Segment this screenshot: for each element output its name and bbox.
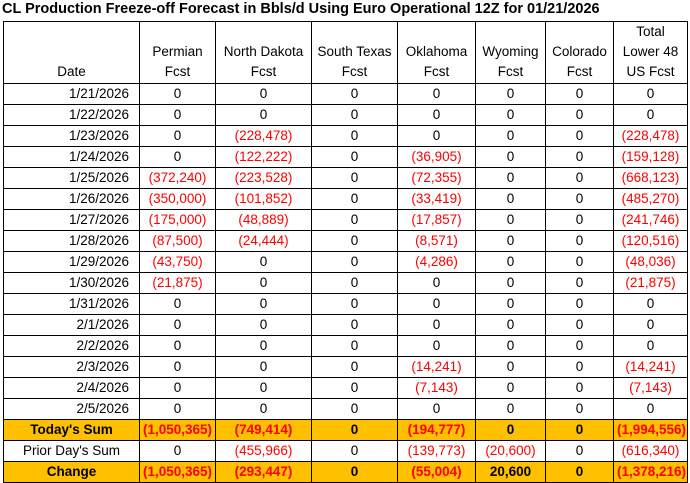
- table-row: [4, 378, 688, 399]
- value-cell-oklahoma: 0: [398, 294, 476, 315]
- value-cell-colorado: 0: [546, 252, 614, 273]
- value-cell-north-dakota: 0: [216, 105, 312, 126]
- value-cell-total-lower-48: (14,241): [614, 357, 688, 378]
- column-header-line: [479, 22, 542, 42]
- value-cell-north-dakota: (122,222): [216, 147, 312, 168]
- value-cell-south-texas: 0: [312, 189, 398, 210]
- value-cell-permian: 0: [140, 357, 216, 378]
- value-cell-colorado: 0: [546, 294, 614, 315]
- table-row: [4, 189, 688, 210]
- column-header-line: [7, 42, 136, 62]
- summary-value-permian: (1,050,365): [140, 420, 216, 441]
- column-header-line: Fcst: [341, 64, 368, 79]
- column-header-line: [219, 22, 308, 42]
- column-header-line: North Dakota: [223, 44, 304, 59]
- value-cell-south-texas: 0: [312, 126, 398, 147]
- column-header-oklahoma: [398, 22, 476, 84]
- value-cell-total-lower-48: 0: [614, 399, 688, 420]
- summary-label: Today's Sum: [4, 420, 140, 441]
- column-header-colorado: [546, 22, 614, 84]
- table-row: [4, 147, 688, 168]
- table-row: [4, 231, 688, 252]
- summary-row: [4, 462, 688, 483]
- value-cell-north-dakota: (24,444): [216, 231, 312, 252]
- column-header-line: Permian: [152, 44, 203, 59]
- value-cell-total-lower-48: 0: [614, 84, 688, 105]
- value-cell-wyoming: 0: [476, 252, 546, 273]
- value-cell-south-texas: 0: [312, 315, 398, 336]
- summary-value-oklahoma: (55,004): [398, 462, 476, 483]
- date-cell: 1/29/2026: [4, 252, 140, 273]
- value-cell-total-lower-48: (7,143): [614, 378, 688, 399]
- value-cell-total-lower-48: (485,270): [614, 189, 688, 210]
- table-row: [4, 252, 688, 273]
- value-cell-south-texas: 0: [312, 273, 398, 294]
- value-cell-north-dakota: 0: [216, 336, 312, 357]
- column-header-line: [315, 22, 394, 42]
- summary-value-colorado: 0: [546, 441, 614, 462]
- value-cell-wyoming: 0: [476, 294, 546, 315]
- value-cell-north-dakota: (101,852): [216, 189, 312, 210]
- date-cell: 1/30/2026: [4, 273, 140, 294]
- value-cell-north-dakota: (223,528): [216, 168, 312, 189]
- value-cell-total-lower-48: 0: [614, 315, 688, 336]
- column-header-wyoming: [476, 22, 546, 84]
- forecast-table: [3, 21, 688, 483]
- column-header-south-texas: [312, 22, 398, 84]
- value-cell-permian: (372,240): [140, 168, 216, 189]
- value-cell-total-lower-48: (241,746): [614, 210, 688, 231]
- value-cell-oklahoma: (33,419): [398, 189, 476, 210]
- column-header-line: South Texas: [317, 44, 392, 59]
- value-cell-colorado: 0: [546, 378, 614, 399]
- summary-value-oklahoma: (194,777): [398, 420, 476, 441]
- value-cell-permian: 0: [140, 147, 216, 168]
- date-cell: 1/23/2026: [4, 126, 140, 147]
- column-header-line: Lower 48: [622, 44, 679, 59]
- value-cell-north-dakota: 0: [216, 357, 312, 378]
- table-row: [4, 84, 688, 105]
- column-header-line: Fcst: [250, 64, 277, 79]
- value-cell-permian: (43,750): [140, 252, 216, 273]
- summary-value-permian: (1,050,365): [140, 462, 216, 483]
- value-cell-total-lower-48: 0: [614, 105, 688, 126]
- column-header-line: [401, 22, 472, 42]
- table-row: [4, 105, 688, 126]
- value-cell-wyoming: 0: [476, 273, 546, 294]
- value-cell-wyoming: 0: [476, 336, 546, 357]
- column-header-line: Wyoming: [482, 44, 539, 59]
- date-cell: 1/25/2026: [4, 168, 140, 189]
- column-header-line: Fcst: [497, 64, 524, 79]
- value-cell-wyoming: 0: [476, 378, 546, 399]
- date-cell: 1/21/2026: [4, 84, 140, 105]
- value-cell-oklahoma: (17,857): [398, 210, 476, 231]
- table-row: [4, 357, 688, 378]
- value-cell-permian: 0: [140, 84, 216, 105]
- value-cell-permian: (87,500): [140, 231, 216, 252]
- table-row: [4, 126, 688, 147]
- column-header-line: [143, 22, 212, 42]
- value-cell-oklahoma: (4,286): [398, 252, 476, 273]
- summary-value-oklahoma: (139,773): [398, 441, 476, 462]
- value-cell-south-texas: 0: [312, 294, 398, 315]
- table-body: [4, 84, 688, 483]
- column-header-line: [7, 22, 136, 42]
- column-header-line: Fcst: [164, 64, 191, 79]
- value-cell-wyoming: 0: [476, 357, 546, 378]
- value-cell-wyoming: 0: [476, 210, 546, 231]
- value-cell-total-lower-48: 0: [614, 336, 688, 357]
- table-row: [4, 399, 688, 420]
- table-row: [4, 168, 688, 189]
- value-cell-permian: (350,000): [140, 189, 216, 210]
- value-cell-north-dakota: 0: [216, 252, 312, 273]
- value-cell-south-texas: 0: [312, 357, 398, 378]
- summary-label: Change: [4, 462, 140, 483]
- value-cell-south-texas: 0: [312, 231, 398, 252]
- date-cell: 2/1/2026: [4, 315, 140, 336]
- value-cell-permian: 0: [140, 336, 216, 357]
- value-cell-south-texas: 0: [312, 378, 398, 399]
- summary-value-wyoming: 0: [476, 420, 546, 441]
- summary-value-colorado: 0: [546, 420, 614, 441]
- value-cell-wyoming: 0: [476, 105, 546, 126]
- column-header-permian: [140, 22, 216, 84]
- value-cell-oklahoma: 0: [398, 273, 476, 294]
- value-cell-total-lower-48: (228,478): [614, 126, 688, 147]
- sheet-title: CL Production Freeze-off Forecast in Bbls/d Using Euro Operational 12Z for 01/21/2026: [2, 1, 600, 17]
- value-cell-oklahoma: (14,241): [398, 357, 476, 378]
- summary-row: [4, 441, 688, 462]
- value-cell-north-dakota: 0: [216, 273, 312, 294]
- value-cell-permian: (175,000): [140, 210, 216, 231]
- value-cell-north-dakota: (228,478): [216, 126, 312, 147]
- summary-value-total-lower-48: (616,340): [614, 441, 688, 462]
- value-cell-colorado: 0: [546, 399, 614, 420]
- summary-value-total-lower-48: (1,378,216): [614, 462, 688, 483]
- table-row: [4, 336, 688, 357]
- value-cell-permian: (21,875): [140, 273, 216, 294]
- value-cell-oklahoma: 0: [398, 336, 476, 357]
- date-cell: 2/3/2026: [4, 357, 140, 378]
- value-cell-north-dakota: (48,889): [216, 210, 312, 231]
- value-cell-south-texas: 0: [312, 84, 398, 105]
- value-cell-south-texas: 0: [312, 105, 398, 126]
- value-cell-north-dakota: 0: [216, 84, 312, 105]
- value-cell-wyoming: 0: [476, 399, 546, 420]
- summary-value-north-dakota: (455,966): [216, 441, 312, 462]
- value-cell-colorado: 0: [546, 315, 614, 336]
- table-row: [4, 210, 688, 231]
- date-cell: 1/31/2026: [4, 294, 140, 315]
- value-cell-north-dakota: 0: [216, 294, 312, 315]
- value-cell-north-dakota: 0: [216, 399, 312, 420]
- value-cell-colorado: 0: [546, 273, 614, 294]
- value-cell-permian: 0: [140, 399, 216, 420]
- date-cell: 1/28/2026: [4, 231, 140, 252]
- value-cell-colorado: 0: [546, 231, 614, 252]
- summary-value-wyoming: (20,600): [476, 441, 546, 462]
- value-cell-permian: 0: [140, 315, 216, 336]
- column-header-line: Colorado: [552, 44, 607, 59]
- value-cell-wyoming: 0: [476, 189, 546, 210]
- date-cell: 1/22/2026: [4, 105, 140, 126]
- value-cell-oklahoma: (36,905): [398, 147, 476, 168]
- column-header-line: [549, 22, 610, 42]
- table-header: [4, 22, 688, 84]
- column-header-line: Fcst: [566, 64, 593, 79]
- value-cell-total-lower-48: (48,036): [614, 252, 688, 273]
- value-cell-south-texas: 0: [312, 336, 398, 357]
- summary-value-south-texas: 0: [312, 441, 398, 462]
- summary-value-south-texas: 0: [312, 420, 398, 441]
- value-cell-colorado: 0: [546, 105, 614, 126]
- value-cell-total-lower-48: (120,516): [614, 231, 688, 252]
- value-cell-colorado: 0: [546, 210, 614, 231]
- table-row: [4, 315, 688, 336]
- value-cell-south-texas: 0: [312, 399, 398, 420]
- value-cell-south-texas: 0: [312, 147, 398, 168]
- value-cell-colorado: 0: [546, 147, 614, 168]
- summary-value-permian: 0: [140, 441, 216, 462]
- column-header-north-dakota: [216, 22, 312, 84]
- value-cell-south-texas: 0: [312, 210, 398, 231]
- value-cell-colorado: 0: [546, 168, 614, 189]
- value-cell-oklahoma: 0: [398, 315, 476, 336]
- value-cell-permian: 0: [140, 294, 216, 315]
- value-cell-oklahoma: (7,143): [398, 378, 476, 399]
- value-cell-permian: 0: [140, 378, 216, 399]
- value-cell-oklahoma: 0: [398, 84, 476, 105]
- value-cell-total-lower-48: (21,875): [614, 273, 688, 294]
- column-header-line: US Fcst: [626, 64, 675, 79]
- value-cell-oklahoma: 0: [398, 126, 476, 147]
- value-cell-oklahoma: (8,571): [398, 231, 476, 252]
- summary-value-north-dakota: (293,447): [216, 462, 312, 483]
- date-cell: 1/26/2026: [4, 189, 140, 210]
- table-row: [4, 273, 688, 294]
- value-cell-wyoming: 0: [476, 147, 546, 168]
- value-cell-wyoming: 0: [476, 168, 546, 189]
- value-cell-oklahoma: (72,355): [398, 168, 476, 189]
- column-header-line: Date: [57, 64, 86, 79]
- value-cell-permian: 0: [140, 105, 216, 126]
- value-cell-wyoming: 0: [476, 84, 546, 105]
- summary-value-total-lower-48: (1,994,556): [614, 420, 688, 441]
- value-cell-colorado: 0: [546, 126, 614, 147]
- value-cell-north-dakota: 0: [216, 315, 312, 336]
- value-cell-total-lower-48: (159,128): [614, 147, 688, 168]
- date-cell: 2/2/2026: [4, 336, 140, 357]
- value-cell-oklahoma: 0: [398, 399, 476, 420]
- summary-value-north-dakota: (749,414): [216, 420, 312, 441]
- summary-value-wyoming: 20,600: [476, 462, 546, 483]
- summary-value-colorado: 0: [546, 462, 614, 483]
- summary-label: Prior Day's Sum: [4, 441, 140, 462]
- column-header-line: Total: [636, 24, 665, 39]
- value-cell-total-lower-48: (668,123): [614, 168, 688, 189]
- column-header-line: Fcst: [423, 64, 450, 79]
- date-cell: 1/27/2026: [4, 210, 140, 231]
- value-cell-colorado: 0: [546, 84, 614, 105]
- value-cell-colorado: 0: [546, 189, 614, 210]
- value-cell-south-texas: 0: [312, 168, 398, 189]
- value-cell-oklahoma: 0: [398, 105, 476, 126]
- value-cell-colorado: 0: [546, 336, 614, 357]
- value-cell-wyoming: 0: [476, 315, 546, 336]
- value-cell-total-lower-48: 0: [614, 294, 688, 315]
- column-header-date: [4, 22, 140, 84]
- table-row: [4, 294, 688, 315]
- date-cell: 2/5/2026: [4, 399, 140, 420]
- value-cell-wyoming: 0: [476, 126, 546, 147]
- value-cell-wyoming: 0: [476, 231, 546, 252]
- header-row: [4, 22, 688, 84]
- value-cell-north-dakota: 0: [216, 378, 312, 399]
- column-header-total-lower-48: [614, 22, 688, 84]
- value-cell-colorado: 0: [546, 357, 614, 378]
- date-cell: 1/24/2026: [4, 147, 140, 168]
- date-cell: 2/4/2026: [4, 378, 140, 399]
- summary-value-south-texas: 0: [312, 462, 398, 483]
- summary-row: [4, 420, 688, 441]
- column-header-line: Oklahoma: [405, 44, 468, 59]
- value-cell-south-texas: 0: [312, 252, 398, 273]
- value-cell-permian: 0: [140, 126, 216, 147]
